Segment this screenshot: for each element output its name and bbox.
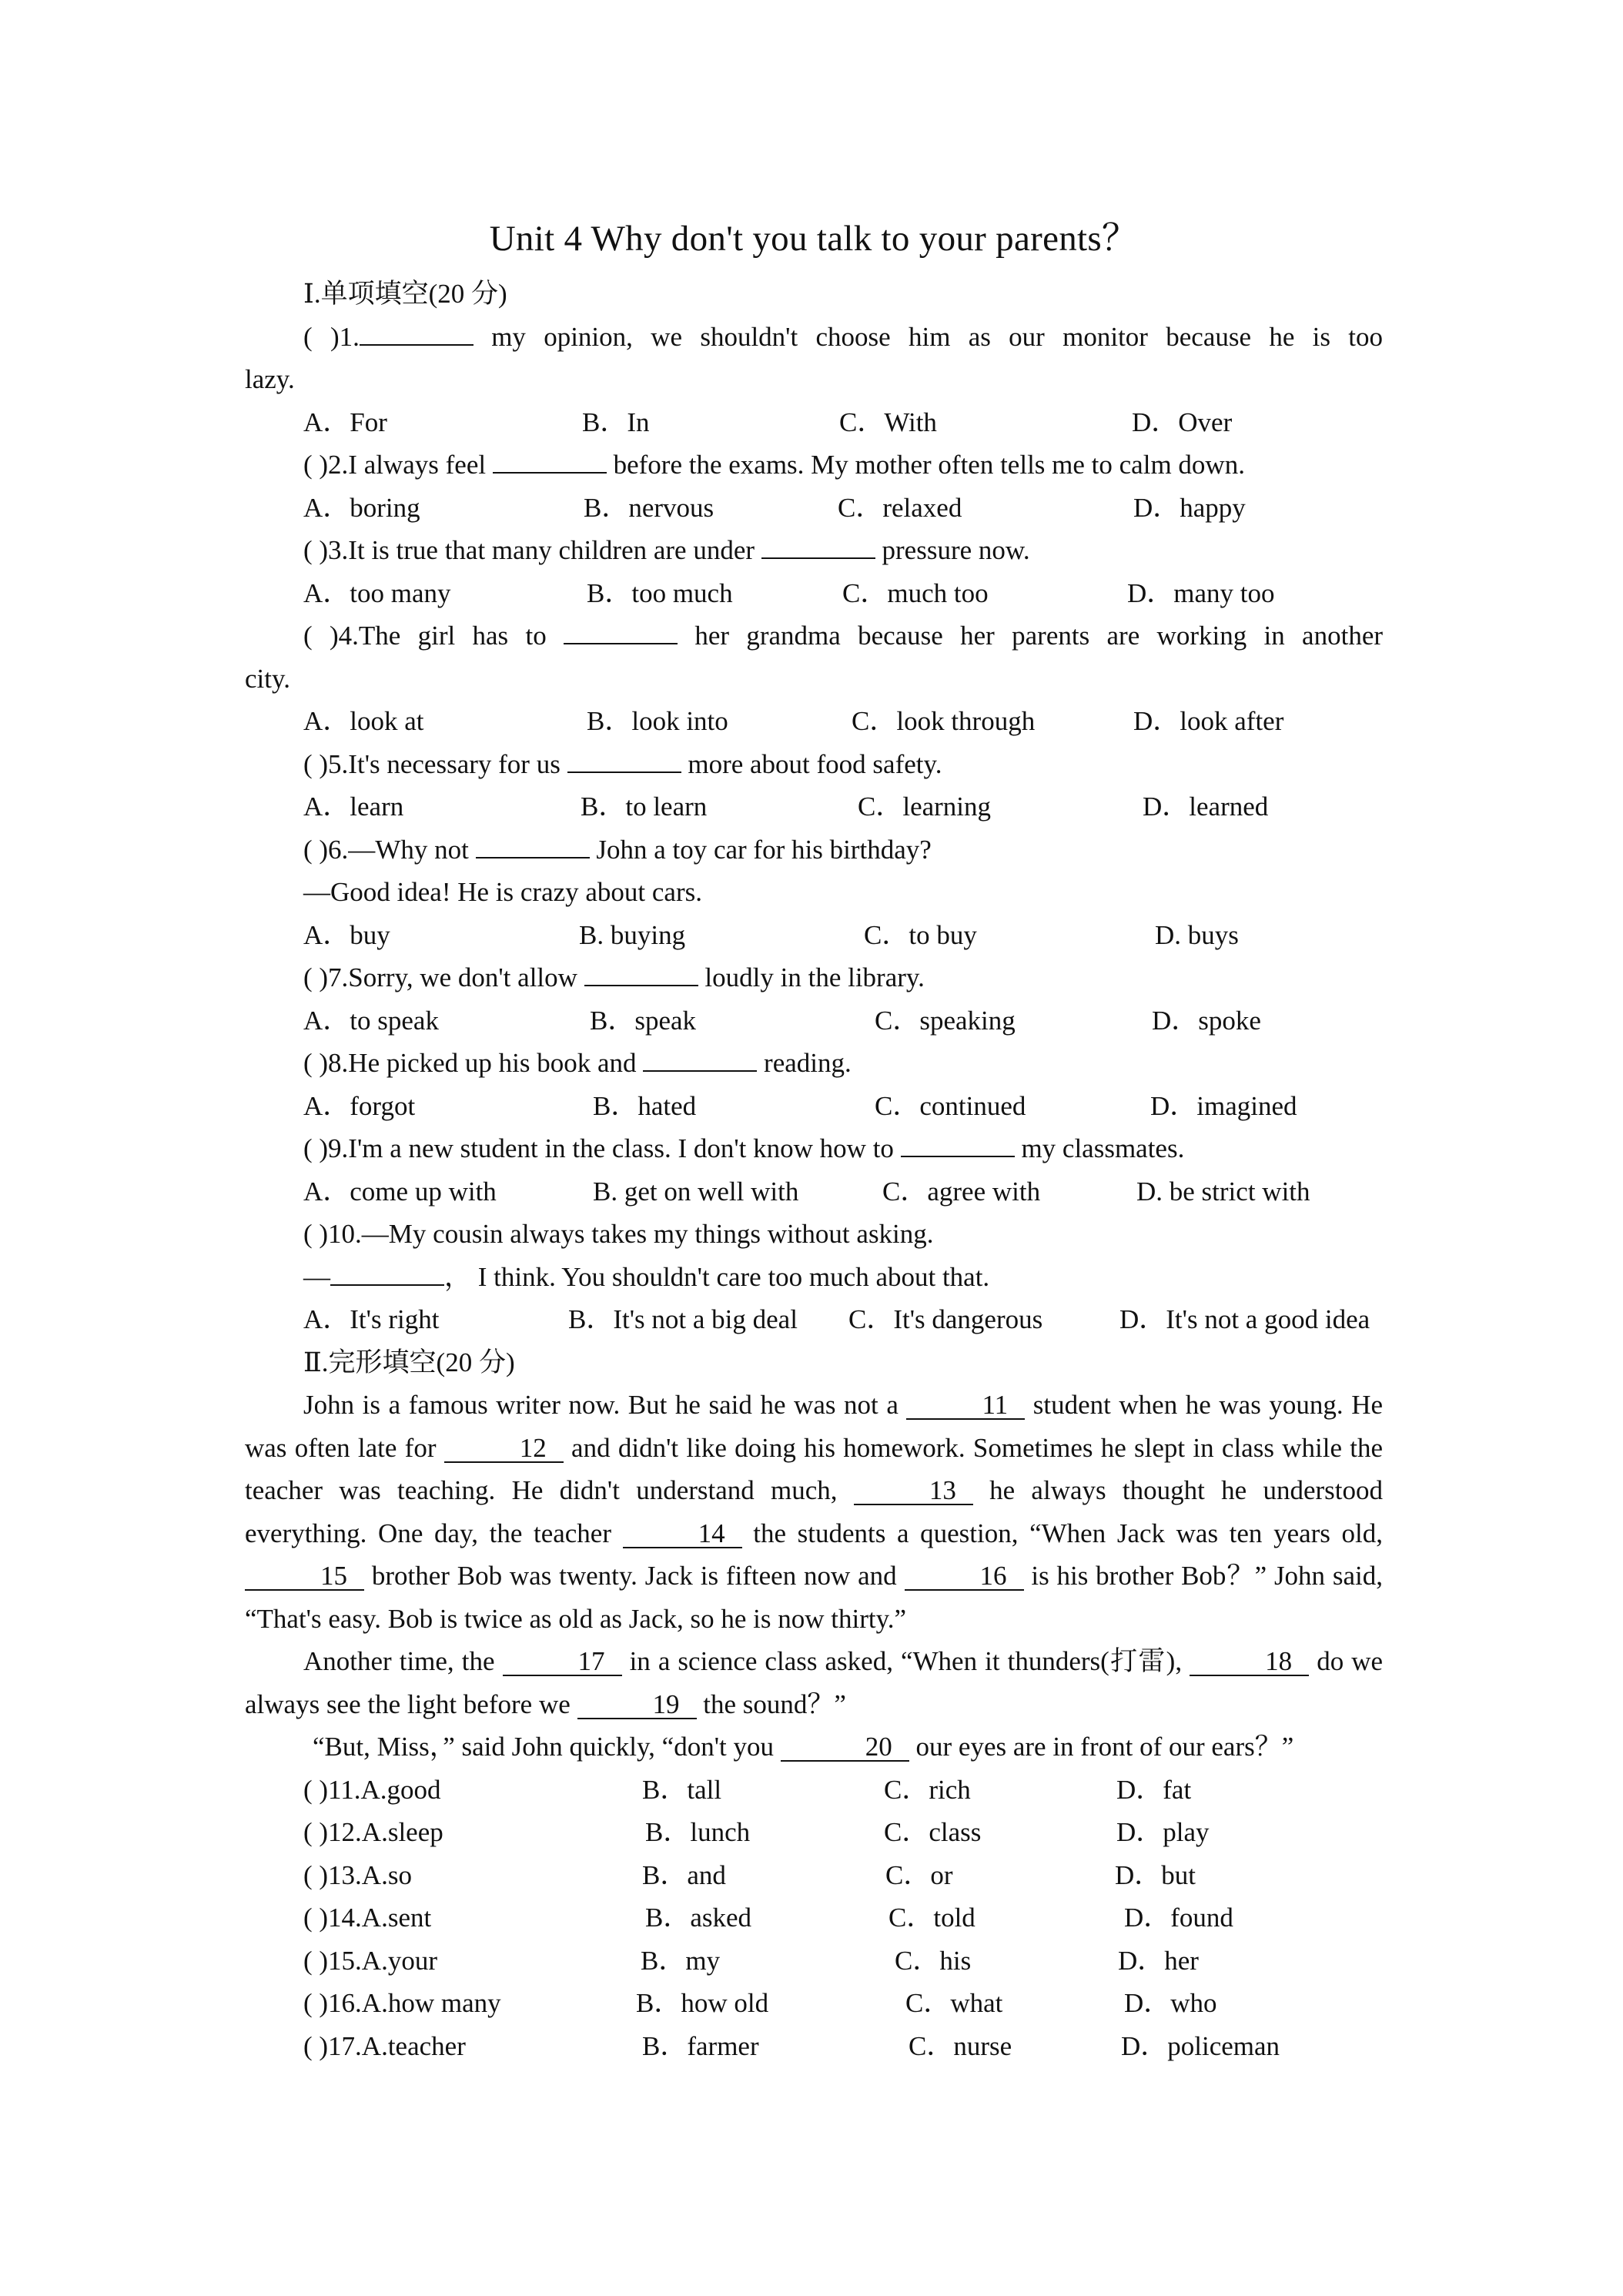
question-5: ( )5.It's necessary for us more about food safety. bbox=[303, 748, 942, 779]
option-b[interactable]: B．lunch bbox=[645, 1817, 751, 1847]
section-1-heading: Ⅰ.单项填空(20 分) bbox=[303, 279, 507, 309]
option-d[interactable]: D. be strict with bbox=[1136, 1176, 1310, 1207]
question-2: ( )2.I always feel before the exams. My mother often tells me to calm down. bbox=[303, 450, 1245, 480]
answer-blank[interactable] bbox=[330, 1261, 444, 1286]
answer-blank[interactable] bbox=[493, 449, 607, 474]
cloze-question-11: ( )11.A.good B．tall C．rich D．fat bbox=[245, 1769, 1383, 1812]
option-b[interactable]: B. get on well with bbox=[593, 1176, 799, 1207]
question-4-options bbox=[245, 700, 1383, 743]
option-d[interactable]: D．It's not a good idea bbox=[1119, 1304, 1370, 1334]
option-b[interactable]: B．nervous bbox=[584, 492, 714, 523]
option-c[interactable]: C．what bbox=[905, 1988, 1003, 2018]
option-c[interactable]: C．It's dangerous bbox=[848, 1304, 1043, 1334]
answer-blank[interactable] bbox=[564, 620, 678, 644]
option-c[interactable]: C．or bbox=[885, 1859, 953, 1890]
option-a[interactable]: A．look at bbox=[303, 706, 424, 736]
cloze-blank-16[interactable]: 16 bbox=[905, 1563, 1024, 1591]
option-c[interactable]: C．speaking bbox=[875, 1005, 1016, 1036]
question-3-options bbox=[245, 572, 1383, 615]
cloze-blank-17[interactable]: 17 bbox=[503, 1648, 622, 1676]
option-a[interactable]: A．For bbox=[303, 407, 387, 437]
option-c[interactable]: C．his bbox=[895, 1945, 972, 1976]
question-5-options bbox=[245, 785, 1383, 828]
cloze-question-14: ( )14.A.sent B．asked C．told D．found bbox=[245, 1896, 1383, 1940]
answer-blank[interactable] bbox=[901, 1133, 1015, 1157]
option-a[interactable]: A．buy bbox=[303, 919, 390, 950]
cloze-paragraph-3: “But, Miss，” said John quickly, “don't you 20 our eyes are in front of our ears？” bbox=[313, 1732, 1294, 1762]
cloze-blank-11[interactable]: 11 bbox=[906, 1392, 1025, 1420]
option-b[interactable]: B．hated bbox=[593, 1090, 697, 1121]
option-a[interactable]: A．forgot bbox=[303, 1090, 416, 1121]
cloze-question-13: ( )13.A.so B．and C．or D．but bbox=[245, 1854, 1383, 1897]
question-9: ( )9.I'm a new student in the class. I don't know how to my classmates. bbox=[303, 1133, 1185, 1163]
option-a[interactable]: A．come up with bbox=[303, 1176, 497, 1207]
option-c[interactable]: C．told bbox=[888, 1903, 975, 1933]
answer-blank[interactable] bbox=[360, 321, 474, 346]
cloze-question-17: ( )17.A.teacher B．farmer C．nurse D．policeman bbox=[245, 2025, 1383, 2068]
option-c[interactable]: C．rich bbox=[884, 1774, 971, 1805]
answer-blank[interactable] bbox=[567, 748, 681, 773]
option-c[interactable]: C．class bbox=[884, 1817, 982, 1847]
option-d[interactable]: D．her bbox=[1118, 1945, 1199, 1976]
option-a[interactable]: A．boring bbox=[303, 492, 420, 523]
worksheet-page bbox=[245, 208, 1383, 2067]
option-d[interactable]: D．fat bbox=[1116, 1774, 1192, 1805]
option-d[interactable]: D．Over bbox=[1132, 407, 1233, 437]
option-d[interactable]: D．spoke bbox=[1152, 1005, 1261, 1036]
question-8: ( )8.He picked up his book and reading. bbox=[303, 1048, 852, 1078]
question-6-reply: —Good idea! He is crazy about cars. bbox=[303, 877, 702, 907]
question-10-reply: — ， I think. You shouldn't care too much about that. bbox=[303, 1261, 990, 1292]
option-d[interactable]: D．play bbox=[1116, 1817, 1210, 1847]
option-d[interactable]: D．look after bbox=[1133, 706, 1284, 736]
question-4: ( )4.The girl has to her grandma because her parents are working in another bbox=[303, 621, 1384, 651]
option-d[interactable]: D．who bbox=[1124, 1988, 1217, 2018]
question-2-options bbox=[245, 487, 1383, 530]
option-c[interactable]: C．continued bbox=[875, 1090, 1026, 1121]
question-1-options bbox=[245, 401, 1383, 444]
question-1-continued: lazy. bbox=[245, 364, 295, 394]
cloze-blank-13[interactable]: 13 bbox=[854, 1478, 973, 1505]
option-d[interactable]: D．many too bbox=[1127, 577, 1275, 608]
option-c[interactable]: C．much too bbox=[842, 577, 989, 608]
option-b[interactable]: B．In bbox=[582, 407, 650, 437]
question-9-options bbox=[245, 1170, 1383, 1213]
cloze-question-15: ( )15.A.your B．my C．his D．her bbox=[245, 1940, 1383, 1983]
option-c[interactable]: C．relaxed bbox=[838, 492, 962, 523]
question-10: ( )10.—My cousin always takes my things without asking. bbox=[303, 1219, 934, 1249]
answer-blank[interactable] bbox=[476, 834, 590, 858]
option-b[interactable]: B．too much bbox=[587, 577, 733, 608]
option-c[interactable]: C．nurse bbox=[909, 2030, 1012, 2061]
section-2-heading: Ⅱ.完形填空(20 分) bbox=[303, 1347, 515, 1377]
question-3: ( )3.It is true that many children are under pressure now. bbox=[303, 535, 1030, 565]
question-7-options bbox=[245, 999, 1383, 1043]
option-c[interactable]: C．to buy bbox=[864, 919, 977, 950]
page-title: Unit 4 Why don't you talk to your parents？ bbox=[489, 219, 1139, 259]
cloze-blank-19[interactable]: 19 bbox=[577, 1692, 697, 1719]
cloze-blank-18[interactable]: 18 bbox=[1190, 1648, 1309, 1676]
option-d[interactable]: D．but bbox=[1115, 1859, 1196, 1890]
option-b[interactable]: B．look into bbox=[587, 706, 728, 736]
answer-blank[interactable] bbox=[643, 1047, 757, 1072]
cloze-blank-15[interactable]: 15 bbox=[245, 1563, 364, 1591]
option-b[interactable]: B. buying bbox=[579, 919, 686, 950]
option-a[interactable]: A．learn bbox=[303, 792, 404, 822]
question-6-options bbox=[245, 914, 1383, 957]
cloze-blank-20[interactable]: 20 bbox=[781, 1734, 909, 1762]
option-b[interactable]: B．and bbox=[642, 1859, 726, 1890]
option-b[interactable]: B．to learn bbox=[581, 792, 708, 822]
option-c[interactable]: C．agree with bbox=[882, 1176, 1041, 1207]
cloze-paragraph-1: John is a famous writer now. But he said he was not a 11 student when he was young. He was often late for 12 and didn't like doing his homework. Sometimes he slept in class while the teacher was teaching. He didn't understand much, 13 he always thought he understood everything. One day, the teacher 14 the students a question, “When Jack was ten years old, 15 brother Bob was twenty. Jack is fifteen now and 16 is his brother Bob？” John said, “That's easy. Bob is twice as old as Jack, so he is now thirty.” bbox=[245, 1390, 1384, 1634]
question-4-continued: city. bbox=[245, 663, 290, 694]
option-d[interactable]: D. buys bbox=[1155, 919, 1239, 950]
option-d[interactable]: D．learned bbox=[1143, 792, 1269, 822]
question-1: ( )1. my opinion, we shouldn't choose him as our monitor because he is too bbox=[303, 321, 1384, 352]
cloze-blank-12[interactable]: 12 bbox=[444, 1435, 564, 1463]
option-c[interactable]: C．With bbox=[839, 407, 937, 437]
option-b[interactable]: B．my bbox=[641, 1945, 721, 1976]
option-b[interactable]: B．It's not a big deal bbox=[568, 1304, 798, 1334]
option-b[interactable]: B．farmer bbox=[642, 2030, 759, 2061]
question-6: ( )6.—Why not John a toy car for his birthday? bbox=[303, 834, 932, 865]
cloze-question-16: ( )16.A.how many B．how old C．what D．who bbox=[245, 1982, 1383, 2025]
option-a[interactable]: A．to speak bbox=[303, 1005, 439, 1036]
question-10-options bbox=[245, 1298, 1383, 1341]
option-d[interactable]: D．found bbox=[1124, 1903, 1233, 1933]
question-8-options bbox=[245, 1085, 1383, 1128]
option-b[interactable]: B．tall bbox=[642, 1774, 722, 1805]
cloze-blank-14[interactable]: 14 bbox=[623, 1521, 742, 1548]
option-d[interactable]: D．imagined bbox=[1150, 1090, 1297, 1121]
option-a[interactable]: A．too many bbox=[303, 577, 451, 608]
cloze-paragraph-2: Another time, the 17 in a science class asked, “When it thunders(打雷), 18 do we always see the light before we 19 the sound？” bbox=[245, 1646, 1384, 1719]
cloze-question-12: ( )12.A.sleep B．lunch C．class D．play bbox=[245, 1811, 1383, 1854]
answer-blank[interactable] bbox=[761, 534, 875, 559]
option-a[interactable]: A．It's right bbox=[303, 1304, 440, 1334]
option-c[interactable]: C．learning bbox=[858, 792, 992, 822]
option-d[interactable]: D．happy bbox=[1133, 492, 1246, 523]
option-d[interactable]: D．policeman bbox=[1121, 2030, 1280, 2061]
option-c[interactable]: C．look through bbox=[852, 706, 1036, 736]
answer-blank[interactable] bbox=[584, 962, 698, 986]
option-b[interactable]: B．asked bbox=[645, 1903, 752, 1933]
option-b[interactable]: B．how old bbox=[636, 1988, 769, 2018]
option-b[interactable]: B．speak bbox=[590, 1005, 697, 1036]
question-7: ( )7.Sorry, we don't allow loudly in the library. bbox=[303, 962, 925, 992]
